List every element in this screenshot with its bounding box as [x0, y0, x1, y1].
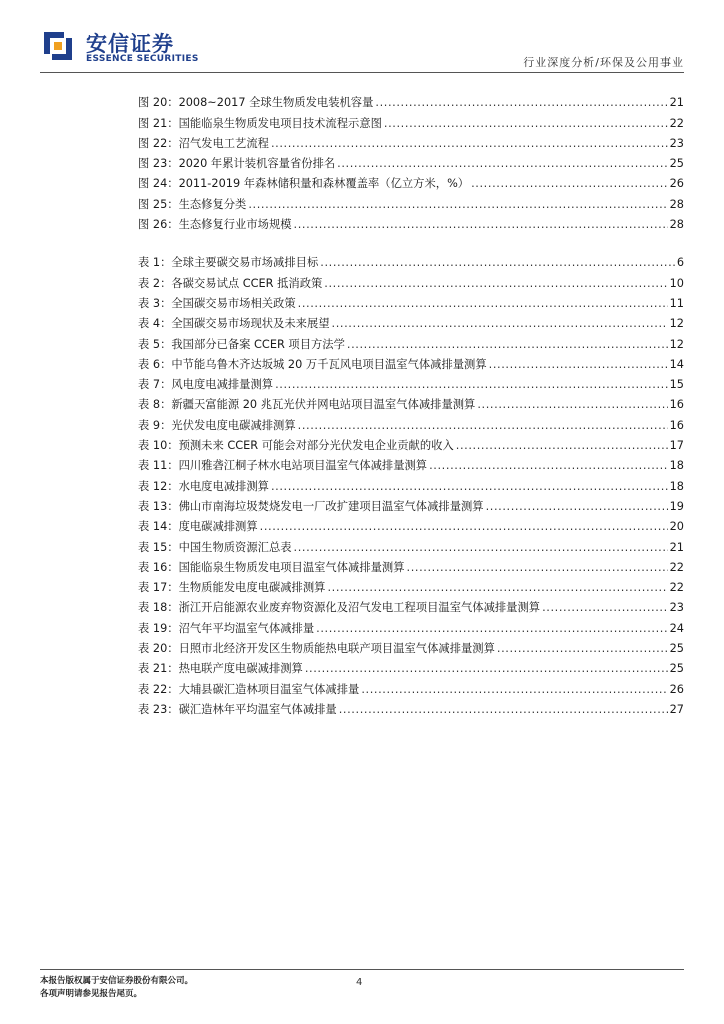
toc-entry-title: 风电度电减排量测算 — [171, 378, 274, 392]
toc-entry-page: 18 — [669, 459, 684, 473]
toc-entry[interactable] — [138, 575, 684, 595]
toc-entry-page: 20 — [669, 520, 684, 534]
toc-entry-page: 27 — [669, 702, 684, 716]
toc-entry[interactable] — [138, 615, 684, 635]
toc-entry-label: 表 18： — [138, 601, 179, 615]
toc-entry-title: 日照市北经济开发区生物质能热电联产项目温室气体减排量测算 — [178, 642, 495, 656]
toc-entry[interactable] — [138, 90, 684, 110]
toc-entry-label: 表 4： — [138, 317, 172, 331]
essence-logo-icon — [40, 28, 76, 64]
toc-entry-title: 2011-2019 年森林储积量和森林覆盖率（亿立方米，%） — [178, 177, 470, 191]
toc-entry-page: 21 — [669, 540, 684, 554]
toc-entry-title: 预测未来 CCER 可能会对部分光伏发电企业贡献的收入 — [178, 439, 454, 453]
toc-entry-title: 2020 年累计装机容量省份排名 — [178, 157, 336, 171]
toc-dot-leader — [337, 157, 667, 171]
toc-dot-leader — [271, 480, 668, 494]
toc-entry-label: 表 16： — [138, 560, 179, 574]
page-header — [0, 0, 724, 80]
toc-entry-page: 22 — [669, 560, 684, 574]
footer-copyright: 本报告版权属于安信证券股份有限公司。 — [40, 976, 194, 986]
toc-entry[interactable] — [138, 494, 684, 514]
toc-entry[interactable] — [138, 311, 684, 331]
toc-entry[interactable] — [138, 212, 684, 232]
toc-entry-title: 全球主要碳交易市场减排目标 — [171, 256, 319, 270]
toc-entry-page: 12 — [669, 317, 684, 331]
toc-dot-leader — [542, 601, 668, 615]
footer-notice: 各项声明请参见报告尾页。 — [40, 989, 143, 999]
toc-entry-page: 21 — [669, 96, 684, 110]
toc-dot-leader — [298, 297, 668, 311]
toc-entry[interactable] — [138, 636, 684, 656]
table-of-contents — [138, 90, 684, 717]
toc-entry-title: 中国生物质资源汇总表 — [178, 540, 292, 554]
toc-dot-leader — [486, 500, 668, 514]
toc-entry-label: 表 11： — [138, 459, 179, 473]
toc-entry[interactable] — [138, 331, 684, 351]
toc-entry-title: 生态修复分类 — [178, 197, 247, 211]
toc-entry-page: 19 — [669, 499, 684, 513]
toc-entry-title: 佛山市南海垃圾焚烧发电一厂改扩建项目温室气体减排量测算 — [178, 499, 484, 513]
toc-entry[interactable] — [138, 534, 684, 554]
toc-entry-label: 表 9： — [138, 418, 172, 432]
toc-entry-page: 24 — [669, 621, 684, 635]
toc-entry-page: 25 — [669, 157, 684, 171]
toc-dot-leader — [298, 419, 668, 433]
toc-entry-label: 图 21： — [138, 116, 179, 130]
toc-entry-label: 表 21： — [138, 662, 179, 676]
toc-entry[interactable] — [138, 595, 684, 615]
toc-dot-leader — [324, 277, 667, 291]
toc-dot-leader — [260, 520, 668, 534]
toc-entry-title: 浙江开启能源农业废弃物资源化及沼气发电工程项目温室气体减排量测算 — [178, 601, 541, 615]
toc-entry-label: 表 8： — [138, 398, 172, 412]
toc-entry-page: 23 — [669, 136, 684, 150]
toc-entry[interactable] — [138, 473, 684, 493]
toc-dot-leader — [332, 317, 668, 331]
toc-dot-leader — [316, 622, 667, 636]
toc-entry-title: 生态修复行业市场规模 — [178, 218, 292, 232]
toc-entry-page: 15 — [669, 378, 684, 392]
toc-dot-leader — [339, 703, 668, 717]
toc-entry-label: 表 14： — [138, 520, 179, 534]
toc-entry[interactable] — [138, 110, 684, 130]
toc-entry-page: 22 — [669, 581, 684, 595]
toc-dot-leader — [275, 378, 668, 392]
toc-dot-leader — [271, 137, 668, 151]
figure-list — [138, 90, 684, 232]
toc-entry-label: 表 1： — [138, 256, 172, 270]
toc-entry[interactable] — [138, 270, 684, 290]
toc-entry-page: 16 — [669, 398, 684, 412]
toc-dot-leader — [375, 96, 667, 110]
toc-dot-leader — [471, 177, 668, 191]
toc-entry-label: 表 3： — [138, 296, 172, 310]
toc-entry[interactable] — [138, 131, 684, 151]
toc-entry-label: 表 10： — [138, 439, 179, 453]
toc-entry-label: 表 22： — [138, 682, 179, 696]
toc-entry-title: 水电度电减排测算 — [178, 479, 269, 493]
toc-entry[interactable] — [138, 151, 684, 171]
toc-entry-page: 26 — [669, 177, 684, 191]
toc-entry-label: 表 5： — [138, 337, 172, 351]
toc-dot-leader — [429, 459, 668, 473]
toc-dot-leader — [456, 439, 668, 453]
toc-dot-leader — [294, 541, 668, 555]
toc-dot-leader — [407, 561, 668, 575]
page-number: 4 — [356, 977, 363, 988]
toc-entry-title: 沼气发电工艺流程 — [178, 136, 269, 150]
toc-entry-title: 沼气年平均温室气体减排量 — [178, 621, 315, 635]
toc-entry-page: 28 — [669, 197, 684, 211]
logo-text-en: ESSENCE SECURITIES — [86, 54, 199, 64]
toc-dot-leader — [489, 358, 668, 372]
toc-dot-leader — [347, 338, 668, 352]
toc-dot-leader — [294, 218, 668, 232]
toc-entry-page: 22 — [669, 116, 684, 130]
toc-entry[interactable] — [138, 697, 684, 717]
toc-entry-label: 表 2： — [138, 276, 172, 290]
toc-dot-leader — [361, 683, 667, 697]
toc-entry-title: 度电碳减排测算 — [178, 520, 258, 534]
list-gap — [138, 232, 684, 250]
toc-entry-page: 28 — [669, 218, 684, 232]
toc-entry[interactable] — [138, 191, 684, 211]
toc-entry[interactable] — [138, 372, 684, 392]
toc-entry-label: 表 19： — [138, 621, 179, 635]
toc-entry-title: 生物质能发电度电碳减排测算 — [178, 581, 326, 595]
toc-entry-page: 23 — [669, 601, 684, 615]
toc-entry-label: 表 12： — [138, 479, 179, 493]
toc-entry-label: 表 17： — [138, 581, 179, 595]
toc-entry-page: 6 — [676, 256, 684, 270]
toc-entry[interactable] — [138, 676, 684, 696]
toc-entry-label: 表 15： — [138, 540, 179, 554]
toc-entry-page: 11 — [669, 296, 684, 310]
toc-entry[interactable] — [138, 656, 684, 676]
toc-entry-title: 国能临泉生物质发电项目技术流程示意图 — [178, 116, 382, 130]
toc-entry[interactable] — [138, 250, 684, 270]
toc-entry-page: 10 — [669, 276, 684, 290]
toc-entry[interactable] — [138, 171, 684, 191]
toc-entry-title: 各碳交易试点 CCER 抵消政策 — [171, 276, 323, 290]
toc-dot-leader — [305, 662, 668, 676]
toc-entry-title: 全国碳交易市场相关政策 — [171, 296, 296, 310]
toc-entry-label: 图 24： — [138, 177, 179, 191]
toc-entry[interactable] — [138, 392, 684, 412]
toc-entry-label: 表 23： — [138, 702, 179, 716]
toc-entry-label: 图 22： — [138, 136, 179, 150]
toc-entry[interactable] — [138, 555, 684, 575]
toc-entry-label: 图 25： — [138, 197, 179, 211]
toc-entry-page: 18 — [669, 479, 684, 493]
toc-entry-title: 新疆天富能源 20 兆瓦光伏并网电站项目温室气体减排量测算 — [171, 398, 476, 412]
toc-entry-title: 热电联产度电碳减排测算 — [178, 662, 303, 676]
toc-entry-label: 表 6： — [138, 357, 172, 371]
toc-entry-page: 16 — [669, 418, 684, 432]
toc-dot-leader — [384, 117, 668, 131]
toc-entry[interactable] — [138, 453, 684, 473]
toc-entry[interactable] — [138, 514, 684, 534]
toc-entry-title: 我国部分已备案 CCER 项目方法学 — [171, 337, 345, 351]
toc-dot-leader — [320, 256, 675, 270]
toc-dot-leader — [497, 642, 668, 656]
toc-entry-title: 碳汇造林年平均温室气体减排量 — [178, 702, 337, 716]
report-category: 行业深度分析/环保及公用事业 — [523, 56, 684, 69]
toc-entry[interactable] — [138, 352, 684, 372]
toc-entry-label: 表 20： — [138, 642, 179, 656]
toc-entry-label: 表 7： — [138, 378, 172, 392]
toc-entry-page: 25 — [669, 662, 684, 676]
toc-entry-title: 光伏发电度电碳减排测算 — [171, 418, 296, 432]
toc-entry[interactable] — [138, 412, 684, 432]
toc-entry-label: 图 20： — [138, 96, 179, 110]
toc-entry-label: 图 26： — [138, 218, 179, 232]
toc-entry-title: 四川雅砻江桐子林水电站项目温室气体减排量测算 — [178, 459, 428, 473]
toc-entry-title: 中节能乌鲁木齐达坂城 20 万千瓦风电项目温室气体减排量测算 — [171, 357, 487, 371]
toc-entry[interactable] — [138, 433, 684, 453]
toc-dot-leader — [248, 198, 667, 212]
toc-entry[interactable] — [138, 291, 684, 311]
logo-text-cn: 安信证券 — [86, 32, 174, 56]
toc-entry-label: 表 13： — [138, 499, 179, 513]
toc-entry-page: 25 — [669, 642, 684, 656]
toc-entry-page: 12 — [669, 337, 684, 351]
toc-entry-page: 17 — [669, 439, 684, 453]
toc-entry-title: 大埔县碳汇造林项目温室气体减排量 — [178, 682, 360, 696]
table-list — [138, 250, 684, 717]
toc-entry-title: 国能临泉生物质发电项目温室气体减排量测算 — [178, 560, 405, 574]
toc-dot-leader — [477, 398, 667, 412]
toc-entry-page: 14 — [669, 357, 684, 371]
header-divider — [40, 72, 684, 73]
toc-entry-title: 全国碳交易市场现状及未来展望 — [171, 317, 330, 331]
toc-entry-label: 图 23： — [138, 157, 179, 171]
footer-disclaimer — [40, 975, 193, 1001]
toc-entry-title: 2008~2017 全球生物质发电装机容量 — [178, 96, 374, 110]
footer-divider — [40, 969, 684, 970]
toc-entry-page: 26 — [669, 682, 684, 696]
toc-dot-leader — [327, 581, 667, 595]
